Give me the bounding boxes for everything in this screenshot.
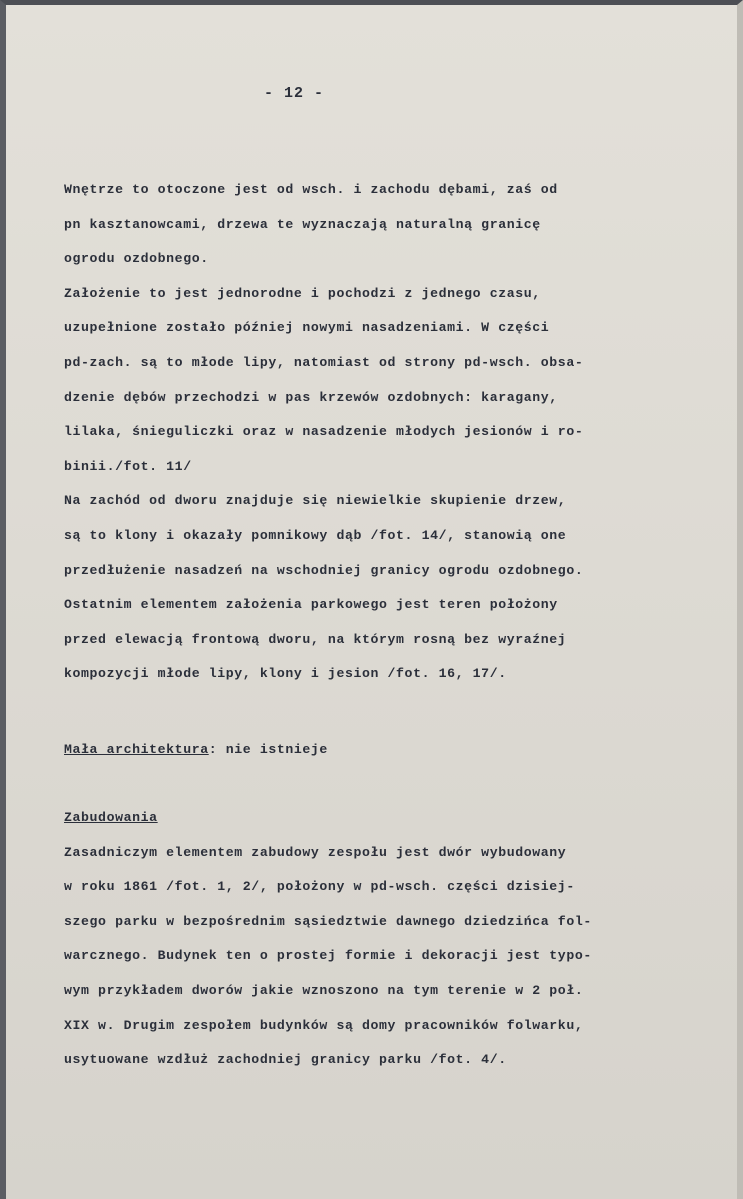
buildings-section <box>64 801 704 1078</box>
text-line: lilaka, śnieguliczki oraz w nasadzenie młodych jesionów i ro- <box>64 424 584 440</box>
small-architecture-section <box>64 733 704 768</box>
text-line: przedłużenie nasadzeń na wschodniej granicy ogrodu ozdobnego. <box>64 562 584 578</box>
text-line: kompozycji młode lipy, klony i jesion /fot. 16, 17/. <box>64 666 507 682</box>
small-architecture-line <box>64 733 704 768</box>
text-line: Wnętrze to otoczone jest od wsch. i zachodu dębami, zaś od <box>64 182 558 197</box>
text-line: pn kasztanowcami, drzewa te wyznaczają naturalną granicę <box>64 216 541 232</box>
text-line: binii./fot. 11/ <box>64 458 192 474</box>
small-architecture-text: : nie istnieje <box>208 742 328 757</box>
park-description-paragraph <box>64 173 704 692</box>
text-line: usytuowane wzdłuż zachodniej granicy parku /fot. 4/. <box>64 1052 507 1068</box>
buildings-heading: Zabudowania <box>64 810 158 825</box>
text-line: uzupełnione zostało później nowymi nasadzeniami. W części <box>64 320 550 336</box>
text-line: Ostatnim elementem założenia parkowego jest teren położony <box>64 597 558 613</box>
text-line: warcznego. Budynek ten o prostej formie i dekoracji jest typo- <box>64 948 592 964</box>
text-line: dzenie dębów przechodzi w pas krzewów ozdobnych: karagany, <box>64 389 558 405</box>
text-line: Na zachód od dworu znajduje się niewielkie skupienie drzew, <box>64 493 567 509</box>
text-line: Założenie to jest jednorodne i pochodzi z jednego czasu, <box>64 285 541 301</box>
text-line: pd-zach. są to młode lipy, natomiast od strony pd-wsch. obsa- <box>64 354 584 370</box>
page-number: - 12 - <box>264 85 325 102</box>
text-line: Zasadniczym elementem zabudowy zespołu jest dwór wybudowany <box>64 844 567 860</box>
text-line: ogrodu ozdobnego. <box>64 251 209 267</box>
text-line: XIX w. Drugim zespołem budynków są domy pracowników folwarku, <box>64 1017 584 1033</box>
text-line: w roku 1861 /fot. 1, 2/, położony w pd-wsch. części dzisiej- <box>64 879 575 895</box>
text-line: są to klony i okazały pomnikowy dąb /fot. 14/, stanowią one <box>64 527 567 543</box>
small-architecture-heading: Mała architektura <box>64 742 209 757</box>
text-line: wym przykładem dworów jakie wznoszono na tym terenie w 2 poł. <box>64 982 584 998</box>
text-line: szego parku w bezpośrednim sąsiedztwie dawnego dziedzińca fol- <box>64 913 592 929</box>
text-line: przed elewacją frontową dworu, na którym rosną bez wyraźnej <box>64 631 567 647</box>
